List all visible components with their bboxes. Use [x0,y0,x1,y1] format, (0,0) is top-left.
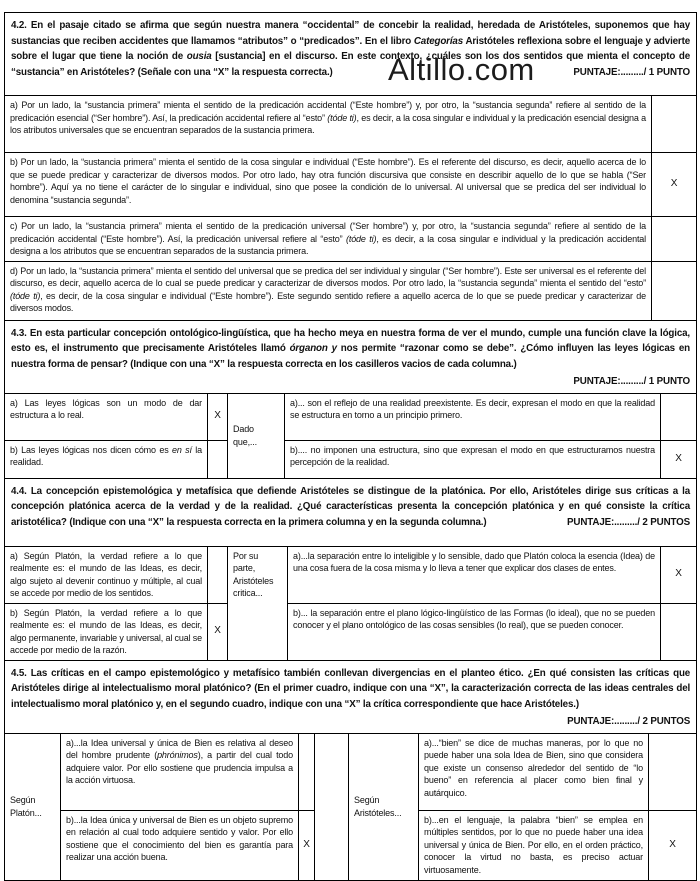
option-4-2-b-mark-cell: X [652,153,697,217]
statement-4-3-a-left: a) Las leyes lógicas son un modo de dar estructura a lo real. [5,393,208,440]
statement-4-3-b-right: b).... no imponen una estructura, sino que expresan el modo en que estructuramos nuestra percepción de la realidad. [285,440,661,478]
statement-4-5-b-aristoteles-mark-cell: X [649,810,697,880]
question-4-3-text: 4.3. En esta particular concepción ontológico-lingüística, que ha hecho meya en nuestra forma de ver el mundo, cumple una función clave la lógica, esto es, el instrumento que precisamente Aristóteles llamó órganon y nos permite “razonar como se debe”. ¿Cómo influyen las leyes lógicas en nuestra forma de pensar? (Indique con una “X” la respuesta correcta en los casilleros vacios de cada columna.) [11,327,690,370]
statement-4-3-b-right-mark-cell: X [661,440,697,478]
statement-4-4-a-left: a) Según Platón, la verdad refiere a lo que realmente es: el mundo de las Ideas, es decir, algo sujeto al devenir continuo y múltiple, al cual se accede por medio de los sentidos. [5,546,208,603]
statement-4-4-b-left: b) Según Platón, la verdad refiere a lo que realmente es: el mundo de las Ideas, es decir, algo permanente, invariable y universal, al cual se accede por medio de la razón. [5,603,208,660]
question-4-4-header [5,478,697,546]
question-4-3-header [5,320,697,393]
option-4-2-b-text: b) Por un lado, la “sustancia primera” mienta el sentido de la cosa singular e individual (“Este hombre”). Es el referente del discurso, es decir, aquello acerca de lo que se puede predicar y caracterizar de diversos modos. Por otro lado, hay otra función discursiva que consiste en describir aquello de lo que se habla (“Ser hombre”). Aquí ya no tiene el carácter de lo singular e individual, sino que posee la condición de lo universal. Al universal que se predica del ser individual lo denomina “sustancia segunda”. [5,153,652,217]
statement-4-5-a-aristoteles: a)...“bien” se dice de muchas maneras, por lo que no puede haber una sola Idea de Bien, sino que considera que existe un consenso alrededor del sentido de “lo bueno” en referencia al placer como bien final y autárquico. [419,733,649,810]
section-4-4-table [4,478,697,661]
statement-4-3-b-left-mark-cell [208,440,228,478]
question-4-5-text: 4.5. Las críticas en el campo epistemológico y metafísico también conllevan divergencias en el planteo ético. ¿En qué consisten las críticas que Aristóteles dirige al intelectualismo moral platónico? (En el primer cuadro, indique con una “X”, la caracterización correcta de las ideas centrales del intelectualismo moral platónico y, en el segundo cuadro, indique con una “X” la crítica correspondiente que hace Aristóteles.) [11,667,691,710]
altillo-watermark: Altillo.com [388,52,535,87]
statement-4-4-a-right: a)...la separación entre lo inteligible y lo sensible, dado que Platón coloca la esencia (Idea) de una cosa fuera de la cosa misma y lo lleva a tener que explicar dos clases de entes. [288,546,661,603]
option-4-2-c-mark-cell [652,217,697,262]
puntaje-4-4: PUNTAJE:........./ 2 PUNTOS [567,516,691,528]
statement-4-5-b-platon-mark-cell: X [299,810,315,880]
statement-4-4-b-right-mark-cell [661,603,697,660]
statement-4-4-a-right-mark-cell: X [661,546,697,603]
option-4-2-d-mark-cell [652,261,697,320]
puntaje-4-5: PUNTAJE:........./ 2 PUNTOS [567,716,691,727]
puntaje-4-3: PUNTAJE:........./ 1 PUNTO [573,376,690,387]
statement-4-3-a-right: a)... son el reflejo de una realidad preexistente. Es decir, expresan el modo en que la realidad se estructura en torno a un principio primero. [285,393,661,440]
statement-4-5-a-aristoteles-mark-cell [649,733,697,810]
separator-cell [315,733,349,880]
section-4-3-table [4,320,697,479]
statement-4-4-a-left-mark-cell [208,546,228,603]
statement-4-4-b-left-mark-cell: X [208,603,228,660]
statement-4-5-b-aristoteles: b)...en el lenguaje, la palabra “bien” se emplea en múltiples sentidos, por lo que no puede haber una idea universal y única de Bien. Por ello, en el orden práctico, conocer la virtud no basta, es preciso actuar virtuosamente. [419,810,649,880]
statement-4-4-b-right: b)... la separación entre el plano lógico-lingüístico de las Formas (lo ideal), que no se pueden conocer y el plano ontológico de las cosas sensibles (lo real), que se pueden conocer. [288,603,661,660]
section-4-5-table [4,660,697,881]
statement-4-5-b-platon: b)...la Idea única y universal de Bien es un objeto supremo en relación al cual todo adquiere sentido y valor. Por ello sostiene que el conocimiento del bien es garantía para realizar una acción buena. [61,810,299,880]
label-segun-aristoteles: Según Aristóteles... [349,733,419,880]
label-segun-platon: Según Platón... [5,733,61,880]
question-4-5-header [5,660,697,733]
question-4-2-header [5,13,697,96]
connector-4-4: Por su parte, Aristóteles critica... [228,546,288,660]
statement-4-3-a-right-mark-cell [661,393,697,440]
connector-4-3: Dado que,... [228,393,285,478]
question-4-4-text: 4.4. La concepción epistemológica y metafísica que defiende Aristóteles se distingue de la platónica. Por ello, Aristóteles dirige sus críticas a la concepción platónica acerca de la verdad y de la realidad. ¿Qué características presenta la concepción platónica y en qué consiste la crítica aristotélica? (Indique con una “X” la respuesta correcta en la primera columna y en la segunda columna.) [11,485,691,528]
option-4-2-c-text: c) Por un lado, la “sustancia primera” mienta el sentido de la predicación universal (“Ser hombre”) y, por otro, la “sustancia segunda” refiere al sentido de la predicación accidental (“Este hombre”). Así, la predicación universal refiere al “esto” (tóde ti), es decir, a la cosa singular e individual y la predicación accidental designa a los atributos que se encuentran separados de la sustancia primera. [5,217,652,262]
question-4-2-text: 4.2. En el pasaje citado se afirma que según nuestra manera “occidental” de concebir la realidad, heredada de Aristóteles, suponemos que hay sustancias que reciben accidentes que llamamos “atributos” o “predicados”. En el libro Categorías Aristóteles reflexiona sobre el lenguaje y advierte sobre el lugar que tiene la noción de ousia [sustancia] en el discurso. En este contexto, ¿cuáles son los dos sentidos que mienta el concepto de “sustancia” en Aristóteles? (Señale con una “X” la respuesta correcta.) [11,20,691,78]
option-4-2-a-mark-cell [652,96,697,153]
puntaje-4-2: PUNTAJE:........./ 1 PUNTO [573,66,690,78]
statement-4-3-a-left-mark-cell: X [208,393,228,440]
statement-4-3-b-left: b) Las leyes lógicas nos dicen cómo es en sí la realidad. [5,440,208,478]
statement-4-5-a-platon-mark-cell [299,733,315,810]
option-4-2-d-text: d) Por un lado, la “sustancia primera” mienta el sentido del universal que se predica del ser individual y singular (“Ser hombre”). Este ser universal es el referente del discurso, es decir, aquello acerca de lo cual se puede predicar y caracterizar de diversos modos. Por otro lado, la “sustancia segunda” mienta el sentido del “esto” (tóde ti), es decir, de la cosa singular e individual (“Este hombre”). Este segundo sentido refiere a aquello acerca de lo que se puede predicar y caracterizar de diversos modos. [5,261,652,320]
statement-4-5-a-platon: a)...la Idea universal y única de Bien es relativa al deseo del hombre prudente (phrónimos), a partir del cual todo adquiere valor. Por ello sostiene que prudencia impulsa a la acción virtuosa. [61,733,299,810]
section-4-2-table [4,12,697,321]
option-4-2-a-text: a) Por un lado, la “sustancia primera” mienta el sentido de la predicación accidental (“Este hombre”) y, por otro, la “sustancia segunda” refiere al sentido de la predicación esencial (“Ser hombre”). Así, la predicación accidental refiere al “esto” (tóde ti), es decir, a la cosa singular e individual y la predicación esencial designa a los atributos universales que se encuentran separados de la sustancia primera. [5,96,652,153]
